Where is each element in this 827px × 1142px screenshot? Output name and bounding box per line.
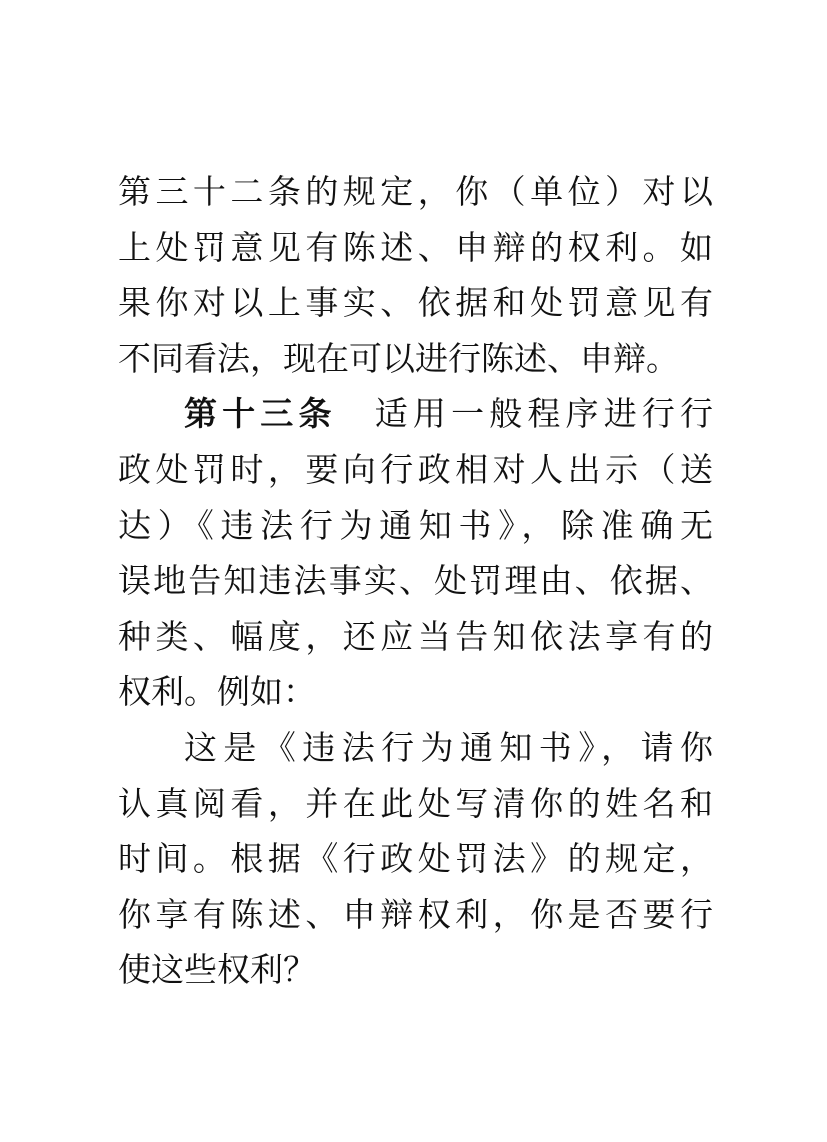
article-13-line-2: 政处罚时，要向行政相对人出示（送	[118, 449, 713, 489]
article-13-line-6: 权利。例如：	[118, 672, 316, 712]
example-line-3: 时间。根据《行政处罚法》的规定，	[118, 839, 713, 879]
body-text	[118, 164, 713, 998]
article-13-first-line-text: 适用一般程序进行行	[374, 394, 714, 434]
example-line-4: 你享有陈述、申辩权利，你是否要行	[118, 894, 713, 934]
example-line-5: 使这些权利？	[118, 950, 316, 990]
paragraph-1-line-3: 果你对以上事实、依据和处罚意见有	[118, 283, 713, 323]
article-13-heading: 第十三条	[184, 394, 337, 434]
example-line-2: 认真阅看，并在此处写清你的姓名和	[118, 783, 713, 823]
article-13-first-line	[118, 386, 713, 442]
article-13-line-4: 误地告知违法事实、处罚理由、依据、	[118, 561, 713, 601]
paragraph-1-line-2: 上处罚意见有陈述、申辩的权利。如	[118, 227, 713, 267]
paragraph-1-line-1: 第三十二条的规定，你（单位）对以	[118, 172, 713, 211]
example-line-1: 这是《违法行为通知书》，请你	[184, 727, 713, 767]
paragraph-1-line-4: 不同看法，现在可以进行陈述、申辩。	[118, 338, 679, 378]
article-13-line-3: 达）《违法行为通知书》，除准确无	[118, 505, 713, 545]
article-13-line-5: 种类、幅度，还应当告知依法享有的	[118, 616, 713, 656]
